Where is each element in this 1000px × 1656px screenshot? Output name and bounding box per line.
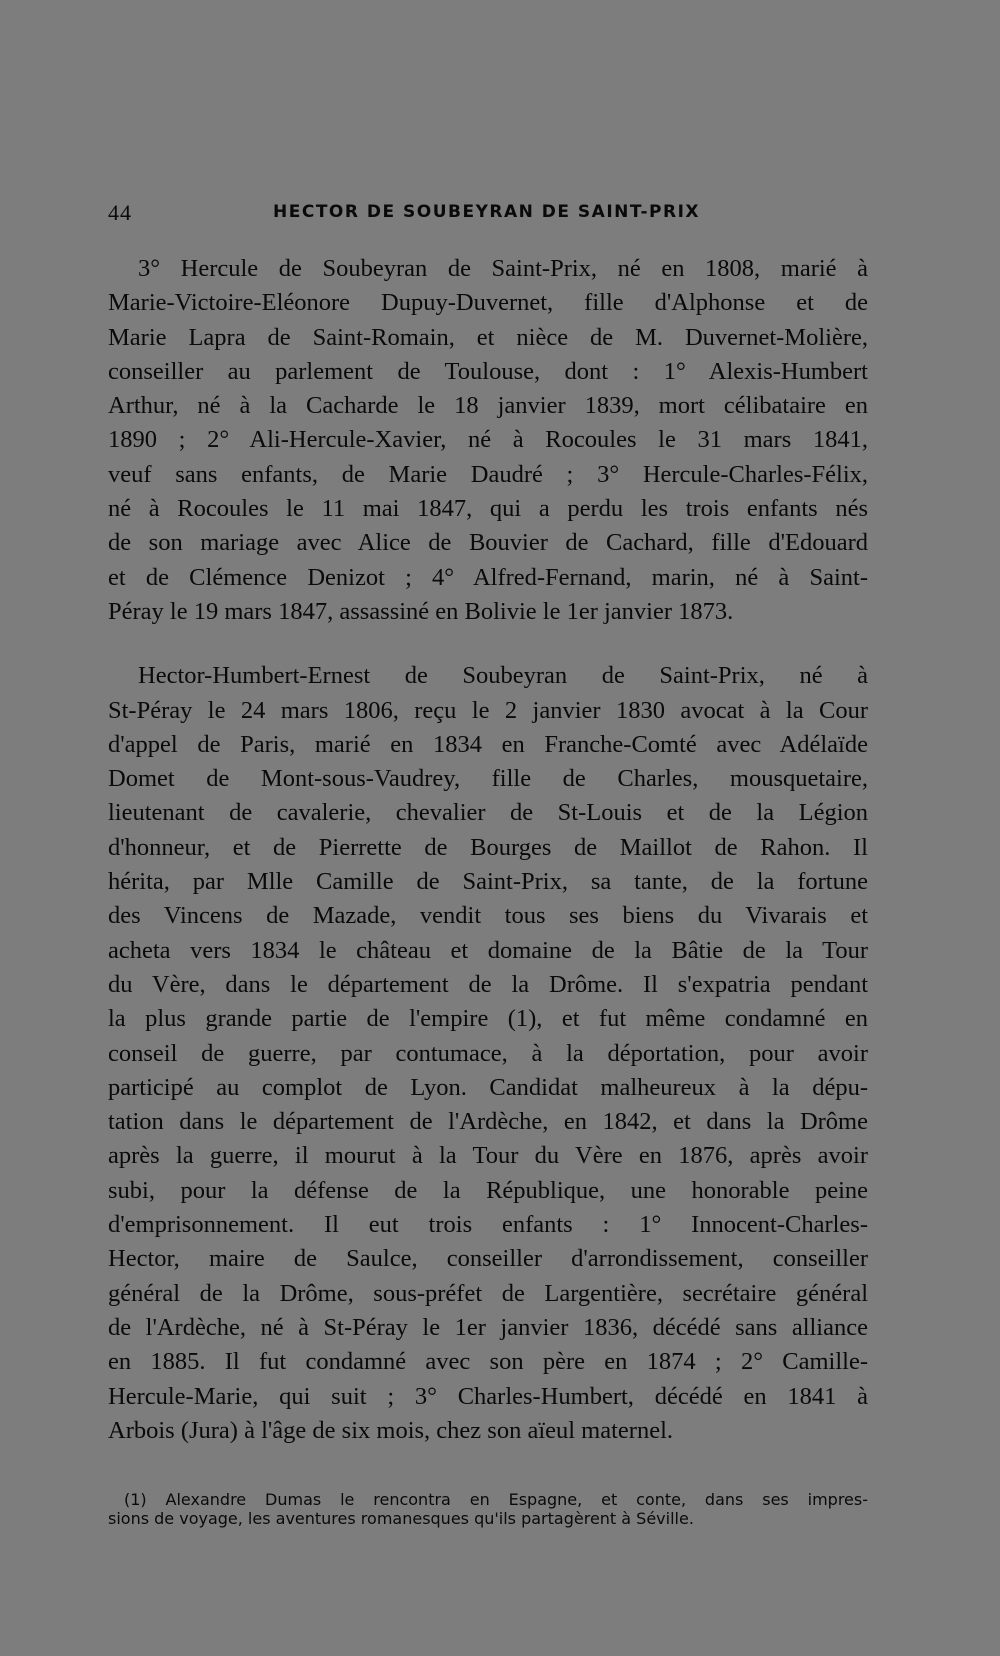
text-line: 1890 ; 2° Ali-Hercule-Xavier, né à Rocoules le 31 mars 1841, [108, 426, 868, 454]
text-line: St-Péray le 24 mars 1806, reçu le 2 janvier 1830 avocat à la Cour [108, 696, 868, 724]
text-line: hérita, par Mlle Camille de Saint-Prix, sa tante, de la fortune [108, 868, 868, 896]
text-line: acheta vers 1834 le château et domaine de la Bâtie de la Tour [108, 936, 868, 964]
text-line: Hector, maire de Saulce, conseiller d'arrondissement, conseiller [108, 1245, 868, 1273]
text-line: conseil de guerre, par contumace, à la déportation, pour avoir [108, 1039, 868, 1067]
text-line: Hector-Humbert-Ernest de Soubeyran de Saint-Prix, né à [138, 662, 868, 690]
text-line: d'honneur, et de Pierrette de Bourges de Maillot de Rahon. Il [108, 833, 868, 861]
running-head [108, 200, 714, 230]
body-text [108, 252, 868, 1448]
text-line: général de la Drôme, sous-préfet de Largentière, secrétaire général [108, 1279, 868, 1307]
paragraph-hercule [108, 252, 868, 629]
text-line: des Vincens de Mazade, vendit tous ses biens du Vivarais et [108, 902, 868, 930]
text-line: Domet de Mont-sous-Vaudrey, fille de Charles, mousquetaire, [108, 765, 868, 793]
text-line: du Vère, dans le département de la Drôme. Il s'expatria pendant [108, 970, 868, 998]
text-line: en 1885. Il fut condamné avec son père en 1874 ; 2° Camille- [108, 1348, 868, 1376]
running-title: HECTOR DE SOUBEYRAN DE SAINT-PRIX [273, 202, 701, 222]
text-line: conseiller au parlement de Toulouse, dont : 1° Alexis-Humbert [108, 357, 868, 385]
footnote [108, 1490, 868, 1528]
text-line: de son mariage avec Alice de Bouvier de Cachard, fille d'Edouard [108, 529, 868, 557]
text-line: d'emprisonnement. Il eut trois enfants : 1° Innocent-Charles- [108, 1211, 868, 1239]
paragraph-hector [108, 659, 868, 1448]
page-number: 44 [108, 200, 132, 225]
footnote-line: sions de voyage, les aventures romanesques qu'ils partagèrent à Séville. [108, 1509, 694, 1528]
text-line: de l'Ardèche, né à St-Péray le 1er janvier 1836, décédé sans alliance [108, 1313, 868, 1341]
text-line: Marie-Victoire-Eléonore Dupuy-Duvernet, fille d'Alphonse et de [108, 289, 868, 317]
text-line: né à Rocoules le 11 mai 1847, qui a perdu les trois enfants nés [108, 495, 868, 523]
text-line: la plus grande partie de l'empire (1), et fut même condamné en [108, 1005, 868, 1033]
text-line: lieutenant de cavalerie, chevalier de St-Louis et de la Légion [108, 799, 868, 827]
text-line: d'appel de Paris, marié en 1834 en Franche-Comté avec Adélaïde [108, 730, 868, 758]
text-line: subi, pour la défense de la République, une honorable peine [108, 1176, 868, 1204]
text-line: Arthur, né à la Cacharde le 18 janvier 1839, mort célibataire en [108, 392, 868, 420]
text-line: 3° Hercule de Soubeyran de Saint-Prix, né en 1808, marié à [138, 255, 868, 282]
text-line: tation dans le département de l'Ardèche, en 1842, et dans la Drôme [108, 1108, 868, 1136]
text-line: Marie Lapra de Saint-Romain, et nièce de M. Duvernet-Molière, [108, 323, 868, 351]
text-line: Arbois (Jura) à l'âge de six mois, chez son aïeul maternel. [108, 1416, 674, 1444]
text-line: Péray le 19 mars 1847, assassiné en Bolivie le 1er janvier 1873. [108, 597, 734, 625]
text-line: après la guerre, il mourut à la Tour du Vère en 1876, après avoir [108, 1142, 868, 1170]
text-line: veuf sans enfants, de Marie Daudré ; 3° Hercule-Charles-Félix, [108, 460, 868, 488]
text-line: Hercule-Marie, qui suit ; 3° Charles-Humbert, décédé en 1841 à [108, 1382, 868, 1410]
text-line: et de Clémence Denizot ; 4° Alfred-Fernand, marin, né à Saint- [108, 563, 868, 591]
footnote-line: (1) Alexandre Dumas le rencontra en Espagne, et conte, dans ses impres- [124, 1490, 868, 1509]
text-line: participé au complot de Lyon. Candidat malheureux à la dépu- [108, 1073, 868, 1101]
